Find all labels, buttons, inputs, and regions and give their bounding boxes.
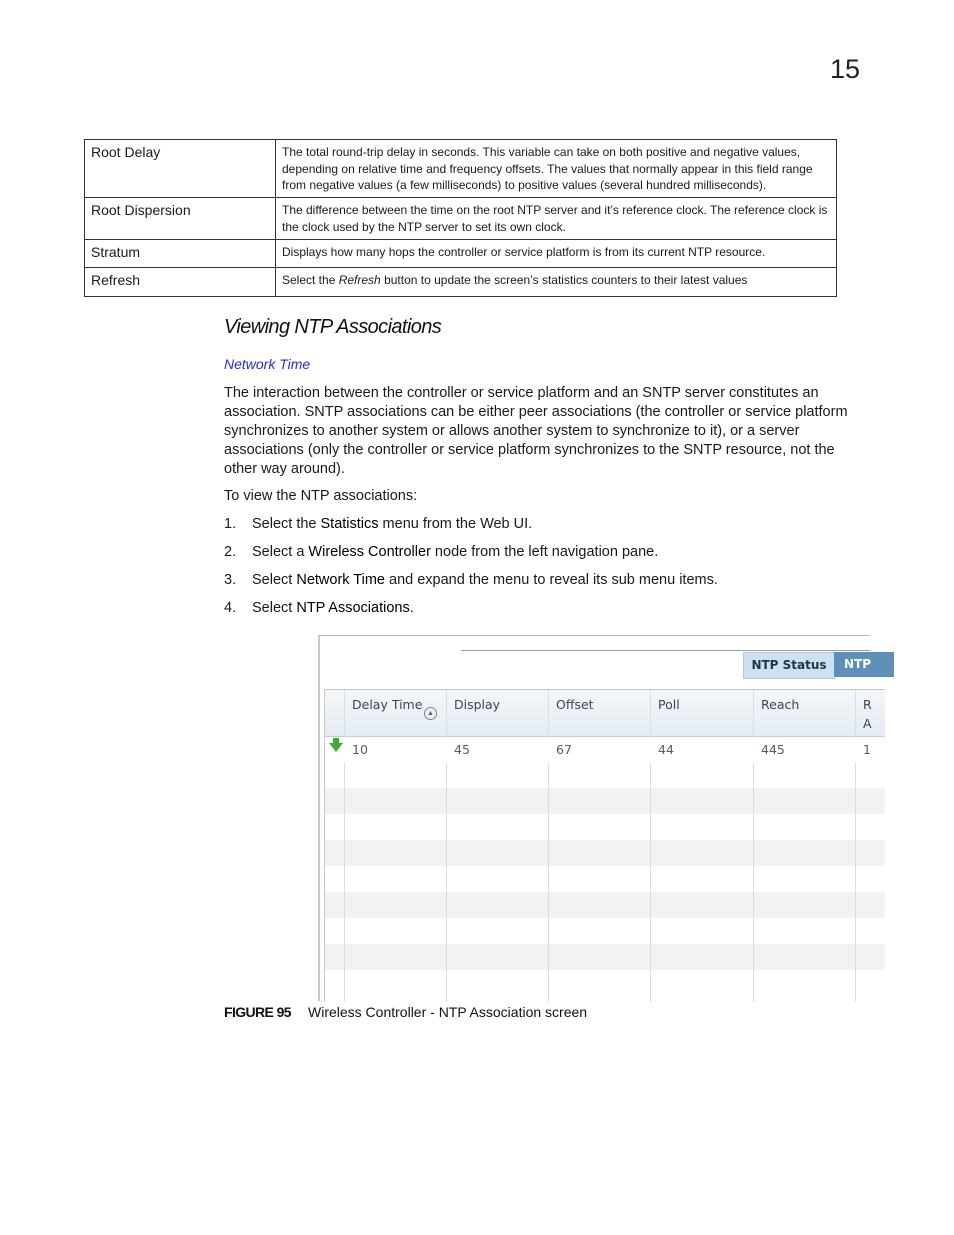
term-cell: Root Dispersion — [85, 198, 276, 240]
chapter-number: 15 — [830, 54, 861, 84]
table-row — [325, 814, 885, 840]
step-emphasis: NTP Associations — [296, 600, 410, 616]
table-row — [85, 240, 837, 268]
step-text: menu from the Web UI. — [378, 516, 533, 532]
green-down-arrow-icon — [329, 743, 343, 752]
term-cell: Stratum — [85, 240, 276, 268]
desc-text: Select the — [282, 273, 339, 287]
step-number: 1. — [224, 516, 237, 532]
header-fragment: R — [863, 697, 872, 712]
step-text: Select — [252, 572, 297, 588]
desc-text: button to update the screen’s statistics counters to their latest values — [380, 273, 748, 287]
step-text: . — [409, 600, 414, 616]
step-text: Select — [252, 600, 297, 616]
column-header-delay-time[interactable]: Delay Time — [352, 697, 423, 712]
term-cell: Refresh — [85, 268, 276, 297]
step-text: Select a — [252, 544, 309, 560]
intro-paragraph: The interaction between the controller or service platform and an SNTP server constitutes an association. SNTP associations can be either peer associations (the controller or service platform synchronizes to another system or allows another system to synchronize to it), or a server associations (only the controller or service platform synchronizes to the SNTP resource, not the other way around). — [224, 385, 848, 477]
network-time-link[interactable]: Network Time — [224, 356, 311, 372]
ntp-association-screenshot — [318, 635, 870, 1001]
step-text: Select the — [252, 516, 321, 532]
step-item — [224, 515, 532, 534]
tab-ntp-associations[interactable]: NTP — [834, 652, 894, 677]
table-row — [85, 140, 837, 198]
description-cell: Displays how many hops the controller or service platform is from its current NTP resource. — [276, 240, 837, 268]
step-number: 2. — [224, 544, 237, 560]
table-row[interactable] — [325, 737, 885, 763]
figure-caption-text: Wireless Controller - NTP Association screen — [308, 1004, 588, 1020]
step-item — [224, 543, 658, 562]
frame-border — [318, 635, 320, 1001]
step-text: node from the left navigation pane. — [430, 544, 659, 560]
column-header-reach[interactable]: Reach — [761, 697, 800, 712]
cell-poll: 44 — [658, 742, 674, 757]
table-row — [85, 268, 837, 297]
step-item — [224, 599, 414, 618]
step-emphasis: Wireless Controller — [308, 544, 431, 560]
cell-partial: 1 — [863, 742, 871, 757]
tab-ntp-status[interactable]: NTP Status — [743, 652, 835, 679]
description-cell: The total round-trip delay in seconds. This variable can take on both positive and negative values, depending on relative time and frequency offsets. The values that normally appear in this field range from negative values (a few milliseconds) to positive values (several hundred milliseconds). — [276, 140, 837, 198]
associations-grid — [324, 689, 885, 1002]
step-text: and expand the menu to reveal its sub menu items. — [384, 572, 718, 588]
table-row — [325, 918, 885, 944]
header-fragment: A — [863, 716, 872, 731]
table-row — [325, 970, 885, 996]
cell-offset: 67 — [556, 742, 572, 757]
table-row — [85, 198, 837, 240]
cell-delay-time: 10 — [352, 742, 368, 757]
step-number: 3. — [224, 572, 237, 588]
divider — [461, 650, 870, 651]
table-row — [325, 892, 885, 918]
cell-display: 45 — [454, 742, 470, 757]
desc-emphasis: Refresh — [338, 273, 381, 287]
column-header-partial[interactable] — [863, 695, 872, 733]
column-header-offset[interactable]: Offset — [556, 697, 594, 712]
term-cell: Root Delay — [85, 140, 276, 198]
description-cell: The difference between the time on the root NTP server and it’s reference clock. The reference clock is the clock used by the NTP server to set its own clock. — [276, 198, 837, 240]
section-heading: Viewing NTP Associations — [224, 316, 442, 338]
table-row — [325, 840, 885, 866]
table-row — [325, 866, 885, 892]
step-number: 4. — [224, 600, 237, 616]
cell-reach: 445 — [761, 742, 785, 757]
description-cell — [276, 268, 837, 297]
step-emphasis: Statistics — [320, 516, 379, 532]
sort-up-icon[interactable]: ▲ — [424, 707, 437, 720]
table-row — [325, 788, 885, 814]
step-emphasis: Network Time — [296, 572, 385, 588]
figure-label: FIGURE 95 — [224, 1004, 291, 1020]
figure-caption — [224, 1004, 587, 1020]
lead-in-text: To view the NTP associations: — [224, 488, 418, 504]
column-header-display[interactable]: Display — [454, 697, 501, 712]
table-row — [325, 762, 885, 788]
parameter-table — [84, 139, 837, 297]
frame-border — [318, 635, 870, 636]
column-header-poll[interactable]: Poll — [658, 697, 680, 712]
table-row — [325, 944, 885, 970]
step-item — [224, 571, 718, 590]
